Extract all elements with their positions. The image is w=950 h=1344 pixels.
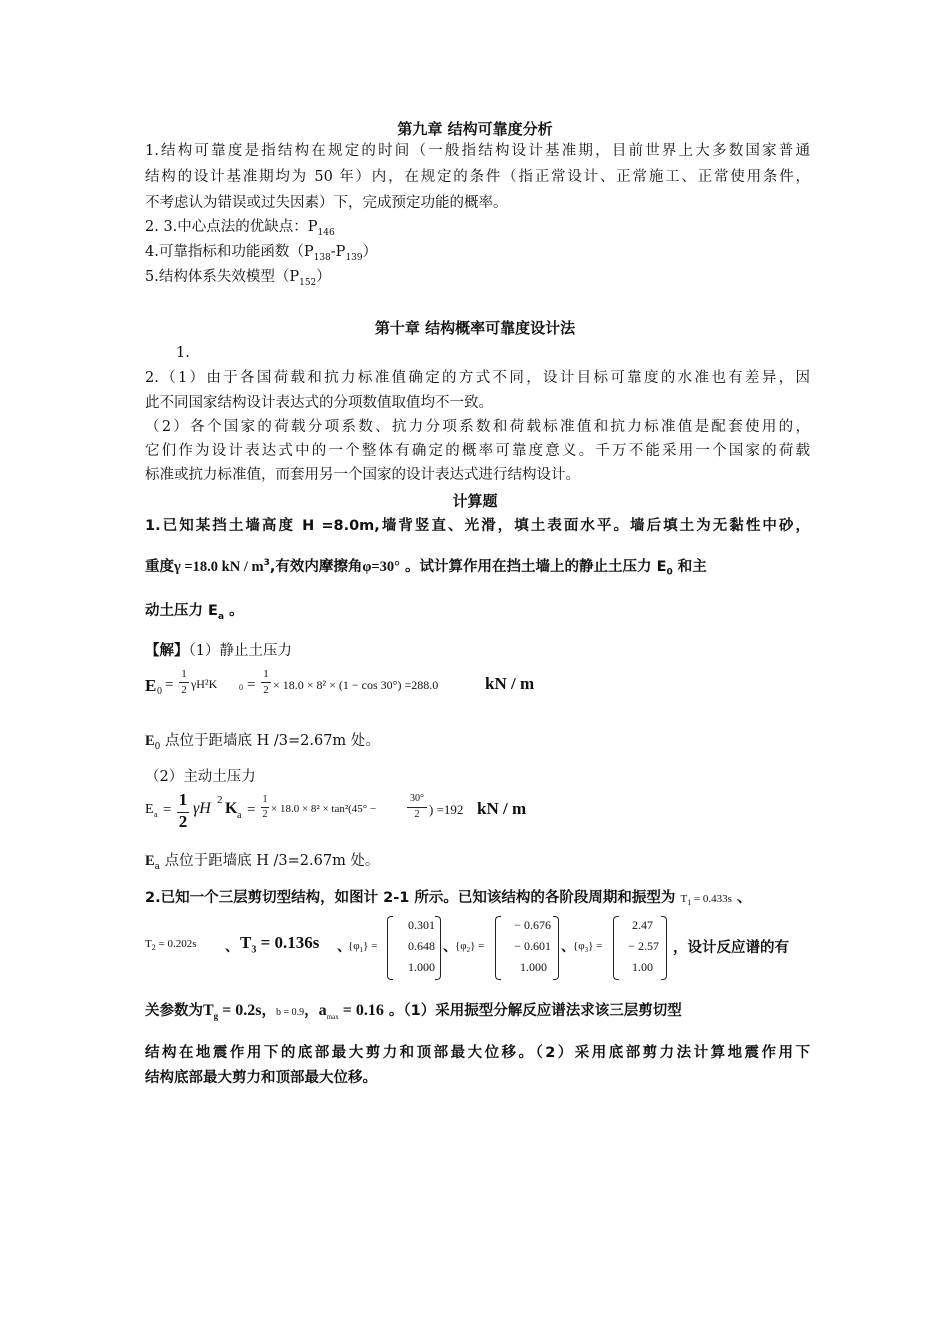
- ch9-item4: 4.可靠指标和功能函数$(P_{138}-P_{139})$: [145, 244, 378, 263]
- q2-line5: 结构底部最大剪力和顶部最大位移。: [145, 1070, 377, 1086]
- solution-heading: 【解】（1）静止土压力: [145, 643, 292, 659]
- ch9-item5: 5.结构体系失效模型$(P_{152})$: [145, 269, 331, 288]
- ch10-para3-line2: 它们作为设计表达式中的一个整体有确定的概率可靠度意义。千万不能采用一个国家的荷载: [145, 443, 810, 459]
- q1-line1: 1.已知某挡土墙高度 H =8.0m,墙背竖直、光滑，填土表面水平。墙后填土为无黏性中砂，: [145, 518, 810, 534]
- ch9-para1-line1: 1.结构可靠度是指结构在规定的时间（一般指结构设计基准期，目前世界上大多数国家普通: [145, 143, 810, 159]
- ch10-item1: 1.: [176, 345, 190, 361]
- document-page: 第九章 结构可靠度分析 1.结构可靠度是指结构在规定的时间（一般指结构设计基准期，目前世界上大多数国家普通 结构的设计基准期均为 50 年）内，在规定的条件（指正常设计、正常施工、正常使用条件， 不考虑认为错误或过失因素）下，完成预定功能的概率。 2. 3.中心点法的优缺点：$P_{146}$ 4.可靠指标和功能函数$(P_{138}-P_{139})$ 5.结构体系失效模型$(P_{152})$ 第十章 结构概率可靠度设计法 1. 2.（1）由于各国荷载和抗力标准值确定的方式不同，设计目标可靠度的水准也有差异，因 此不同国家结构设计表达式的分项数值取值均不一致。 （2）各个国家的荷载分项系数、抗力分项系数和荷载标准值和抗力标准值是配套使用的， 它们作为设计表达式中的一个整体有确定的概率可靠度意义。千万不能采用一个国家的荷载 标准或抗力标准值，而套用另一个国家的设计表达式进行结构设计。 计算题 1.已知某挡土墙高度 H =8.0m,墙背竖直、光滑，填土表面水平。墙后填土为无黏性中砂， 重度γ =18.0 kN / $m^3$,有效内摩擦角φ=30° 。试计算作用在挡土墙上的静止土压力 $E_0$ 和主 动土压力 $E_a$ 。 【解】（1）静止土压力 E 0 = 1 2 γH²K 0 = 1 2 × 18.0 × 8² × (1 − cos 30°) =288.0 kN / m $E_0$ 点位于距墙底 H /3=2.67m 处。 （2）主动土压力 E a = 1 2 γH 2 K a = 1 2 × 18.0 × 8² × tan²(45° − 30° 2 ) =192 kN / m $E_a$ 点位于距墙底 H /3=2.67m 处。 2.已知一个三层剪切型结构，如图计 2-1 所示。已知该结构的各阶段周期和振型为 $T_1 = 0.433s$ 、 $T_2 = 0.202s$ 、 $T_3 = 0.136s$ 、 $\{\varphi_1\}$ = 0.301 0.648 1.000 、 $\{\varphi_2\}$ = − 0.676 − 0.601 1.000 、 $\{\varphi_3\}$ = 2.47 − 2.57 1.00 ，设计反应谱的有 关参数为$T_g = 0.2s$，b = 0.9，$a_{max} = 0.16$ 。（1）采用振型分解反应谱法求该三层剪切型 结构在地震作用下的底部最大剪力和顶部最大位移。（2）采用底部剪力法计算地震作用下 结构底部最大剪力和顶部最大位移。: [0, 0, 950, 1344]
- ch9-para1-line2: 结构的设计基准期均为 50 年）内，在规定的条件（指正常设计、正常施工、正常使用条件，: [145, 169, 810, 185]
- calc-title: 计算题: [452, 492, 498, 510]
- ch10-para3-line1: （2）各个国家的荷载分项系数、抗力分项系数和荷载标准值和抗力标准值是配套使用的，: [145, 419, 810, 435]
- q2-line4: 结构在地震作用下的底部最大剪力和顶部最大位移。（2）采用底部剪力法计算地震作用下: [145, 1045, 810, 1061]
- ch10-para3-line3: 标准或抗力标准值，而套用另一个国家的设计表达式进行结构设计。: [145, 467, 580, 483]
- chapter10-title: 第十章 结构概率可靠度设计法: [374, 319, 576, 337]
- q1-line3: 动土压力 $E_a$ 。: [145, 603, 244, 622]
- ea-location: $E_a$ 点位于距墙底 H /3=2.67m 处。: [145, 853, 380, 872]
- phi2-vector: − 0.676 − 0.601 1.000: [514, 918, 551, 974]
- ch10-para2-line1: 2.（1）由于各国荷载和抗力标准值确定的方式不同，设计目标可靠度的水准也有差异，因: [145, 370, 810, 386]
- ch9-para1-line3: 不考虑认为错误或过失因素）下，完成预定功能的概率。: [145, 195, 508, 211]
- chapter9-title: 第九章 结构可靠度分析: [397, 120, 553, 138]
- q1-line2: 重度γ =18.0 kN / $m^3$,有效内摩擦角φ=30° 。试计算作用在挡土墙上的静止土压力 $E_0$ 和主: [145, 558, 707, 578]
- q2-line3: 关参数为$T_g = 0.2s$，b = 0.9，$a_{max} = 0.16$ 。（1）采用振型分解反应谱法求该三层剪切型: [145, 1002, 682, 1022]
- phi1-vector: 0.301 0.648 1.000: [408, 918, 435, 974]
- phi3-vector: 2.47 − 2.57 1.00: [628, 918, 659, 974]
- q2-line1: 2.已知一个三层剪切型结构，如图计 2-1 所示。已知该结构的各阶段周期和振型为 $T_1 = 0.433s$ 、: [145, 890, 752, 908]
- e0-location: $E_0$ 点位于距墙底 H /3=2.67m 处。: [145, 733, 380, 752]
- ch10-para2-line2: 此不同国家结构设计表达式的分项数值取值均不一致。: [145, 395, 493, 411]
- ch9-item2: 2. 3.中心点法的优缺点：$P_{146}$: [145, 219, 335, 238]
- q2-mode-shapes: $T_2 = 0.202s$ 、 $T_3 = 0.136s$ 、 $\{\varphi_1\}$ = 0.301 0.648 1.000 、 $\{\varphi_2\}$ = − 0.676 − 0.601 1.000 、 $\{\varphi_3\}$ = 2.47 − 2.57 1.00 ，设计反应谱的有: [145, 912, 815, 982]
- solution-part2: （2）主动土压力: [145, 769, 256, 785]
